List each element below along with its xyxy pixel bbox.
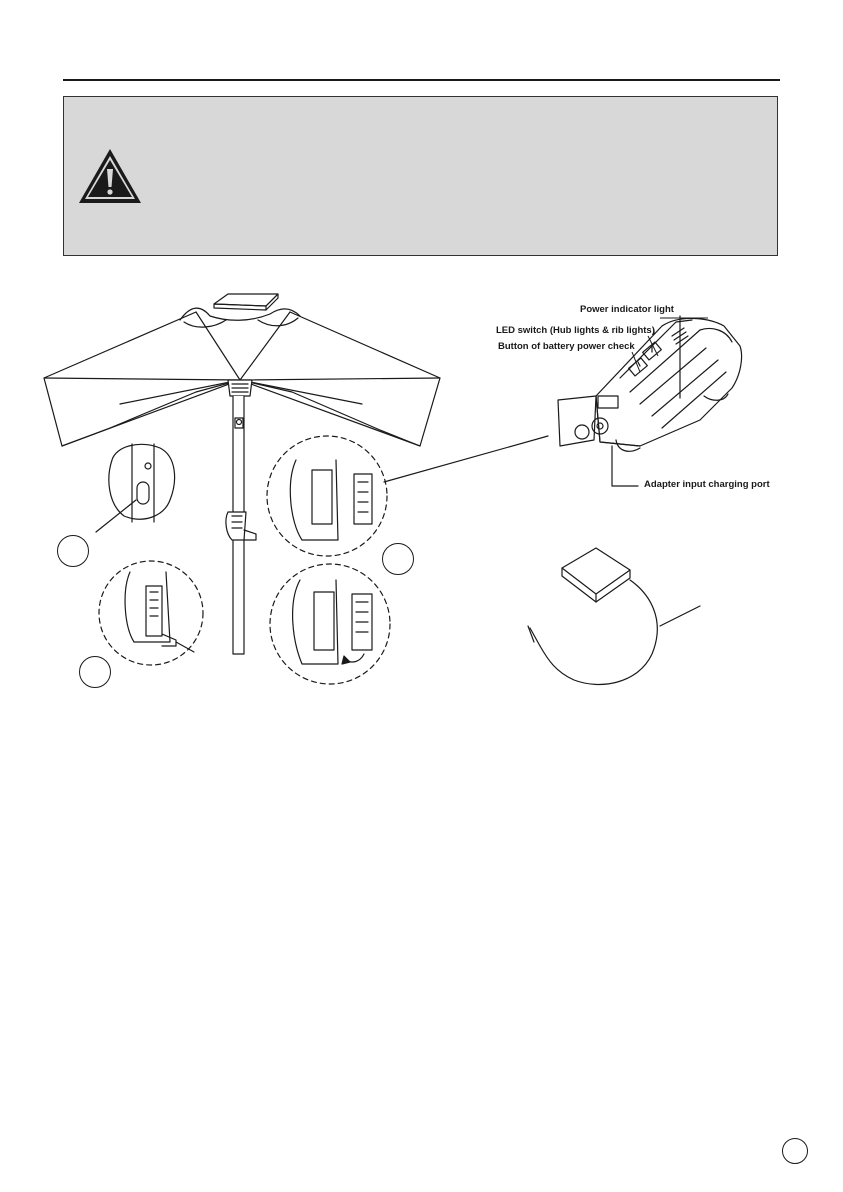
label-led-switch: LED switch (Hub lights & rib lights) — [496, 325, 655, 336]
label-battery-check: Button of battery power check — [498, 341, 635, 352]
page-number — [782, 1138, 808, 1164]
label-adapter-port: Adapter input charging port — [644, 479, 770, 490]
label-power-indicator: Power indicator light — [580, 304, 674, 315]
